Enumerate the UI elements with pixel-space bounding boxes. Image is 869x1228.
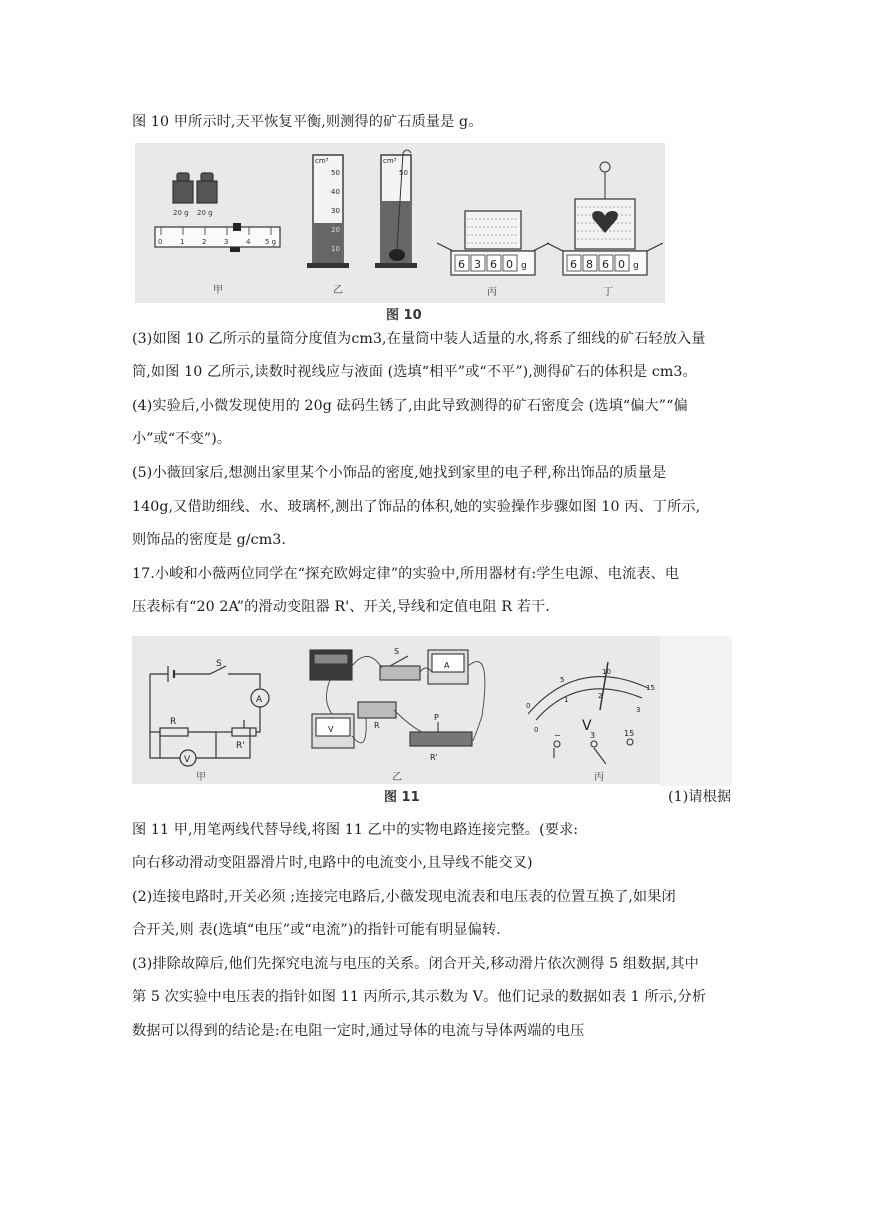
cyl2-tick-50: 50 — [399, 169, 408, 177]
cylinder-unit-1: cm³ — [315, 157, 329, 165]
circuit-voltmeter-label: V — [184, 755, 191, 765]
scale-bar-base — [230, 247, 240, 252]
apparatus-voltmeter-label: V — [328, 725, 334, 734]
text-line-6: (5)小薇回家后,想测出家里某个小饰品的密度,她找到家里的电子秤,称出饰品的质量是 — [132, 465, 667, 481]
cyl1-tick-50: 50 — [331, 169, 340, 177]
text-line-10: 压表标有“20 2A”的滑动变阻器 R'、开关,导线和定值电阻 R 若干. — [132, 599, 550, 615]
scale-tick-4: 4 — [246, 238, 251, 246]
text-line-9: 17.小峻和小薇两位同学在“探充欧姆定律”的实验中,所用器材有:学生电源、电流表、电 — [132, 566, 680, 582]
label-ding: 丁 — [603, 287, 613, 298]
figure-11-caption: 图 11 — [384, 790, 420, 805]
ding-digit-4: 0 — [618, 258, 625, 271]
meter-bottom-0: 0 — [534, 726, 539, 734]
meter-bottom-3: 3 — [636, 706, 641, 714]
apparatus-slider-label: P — [434, 713, 439, 722]
weight-label-1: 20 g — [173, 209, 189, 217]
figure-10-drawing — [135, 143, 665, 303]
apparatus-rheostat-label: R' — [430, 753, 438, 762]
meter-top-10: 10 — [602, 668, 611, 676]
balance-weights — [173, 173, 217, 203]
circuit-diagram — [150, 666, 269, 766]
bing-digit-3: 6 — [490, 258, 497, 271]
balance-scale-bar — [155, 227, 280, 247]
weight-label-2: 20 g — [197, 209, 213, 217]
circuit-rheostat-label: R' — [236, 741, 245, 751]
apparatus-resistor-label: R — [374, 721, 380, 730]
cyl1-tick-40: 40 — [331, 188, 340, 196]
cyl1-tick-10: 10 — [331, 245, 340, 253]
text-line-2: (3)如图 10 乙所示的量筒分度值为cm3,在量筒中装人适量的水,将系了细线的矿石轻放入量 — [132, 331, 706, 347]
bing-unit: g — [521, 261, 527, 271]
text-line-18: 数据可以得到的结论是:在电阻一定时,通过导体的电流与导体两端的电压 — [132, 1023, 585, 1039]
circuit-ammeter-label: A — [256, 695, 263, 705]
ding-digit-2: 8 — [586, 258, 593, 271]
text-line-15: 合开关,则 表(选填“电压”或“电流”)的指针可能有明显偏转. — [132, 922, 501, 938]
meter-top-5: 5 — [560, 676, 565, 684]
cylinder-unit-2: cm³ — [383, 157, 397, 165]
apparatus-switch-label: S — [394, 647, 400, 656]
text-line-4: (4)实验后,小微发现使用的 20g 砝码生锈了,由此导致测得的矿石密度会 (选填“偏大”“偏 — [132, 398, 688, 414]
figure-10-caption: 图 10 — [386, 308, 422, 323]
text-line-16: (3)排除故障后,他们先探究电流与电压的关系。闭合开关,移动滑片依次测得 5 组数据,其中 — [132, 956, 699, 972]
cyl1-tick-30: 30 — [331, 207, 340, 215]
meter-unit: V — [582, 718, 592, 734]
meter-terminal-minus: − — [554, 731, 561, 740]
scale-tick-0: 0 — [158, 238, 163, 246]
meter-terminal-15: 15 — [624, 729, 635, 738]
bing-digit-2: 3 — [474, 258, 481, 271]
meter-terminal-3: 3 — [590, 731, 596, 740]
text-line-13: 向右移动滑动变阻器滑片时,电路中的电流变小,且导线不能交叉) — [132, 855, 533, 871]
label-bing: 丙 — [487, 287, 497, 298]
rider — [233, 223, 241, 231]
scale-tick-5: 5 g — [265, 238, 277, 246]
meter-top-15: 15 — [646, 684, 655, 692]
ding-unit: g — [633, 261, 639, 271]
label-yi: 乙 — [333, 285, 343, 296]
circuit-resistor-label: R — [170, 717, 177, 727]
figure-11 — [132, 636, 660, 784]
scale-tick-2: 2 — [202, 238, 207, 246]
text-line-11-tail: (1)请根据 — [668, 789, 732, 805]
text-line-8: 则饰品的密度是 g/cm3. — [132, 532, 287, 548]
figure-11-right-margin — [660, 636, 732, 786]
scale-tick-3: 3 — [224, 238, 229, 246]
measuring-cylinder-2 — [375, 150, 417, 268]
ding-digit-1: 6 — [570, 258, 577, 271]
label-jia: 甲 — [213, 285, 223, 296]
bing-digit-4: 0 — [506, 258, 513, 271]
ding-digit-3: 6 — [602, 258, 609, 271]
bing-digit-1: 6 — [458, 258, 465, 271]
text-line-12: 图 11 甲,用笔两线代替导线,将图 11 乙中的实物电路连接完整。(要求: — [132, 822, 579, 838]
voltmeter-dial — [528, 662, 648, 764]
meter-top-0: 0 — [526, 702, 531, 710]
meter-bottom-2: 2 — [598, 692, 603, 700]
text-line-17: 第 5 次实验中电压表的指针如图 11 丙所示,其示数为 V。他们记录的数据如表 1 所示,分析 — [132, 989, 707, 1005]
fig11-label-jia: 甲 — [196, 772, 206, 783]
fig11-label-yi: 乙 — [392, 772, 402, 783]
apparatus-ammeter-label: A — [444, 661, 450, 670]
text-line-1: 图 10 甲所示时,天平恢复平衡,则测得的矿石质量是 g。 — [132, 114, 483, 130]
figure-10 — [135, 143, 665, 303]
meter-bottom-1: 1 — [564, 696, 569, 704]
measuring-cylinder-1 — [307, 155, 349, 268]
text-line-7: 140g,又借助细线、水、玻璃杯,测出了饰品的体积,她的实验操作步骤如图 10 丙、丁所示, — [132, 499, 701, 515]
scale-tick-1: 1 — [180, 238, 185, 246]
cyl1-tick-20: 20 — [331, 226, 340, 234]
figure-11-drawing — [132, 636, 660, 784]
circuit-switch-label: S — [216, 659, 222, 669]
text-line-14: (2)连接电路时,开关必须 ;连接完电路后,小薇发现电流表和电压表的位置互换了,如果闭 — [132, 889, 676, 905]
fig11-label-bing: 丙 — [594, 772, 604, 783]
text-line-3: 筒,如图 10 乙所示,读数时视线应与液面 (选填“相平”或“不平”),测得矿石的体积是 cm3。 — [132, 364, 697, 380]
text-line-5: 小”或“不变”)。 — [132, 431, 232, 447]
